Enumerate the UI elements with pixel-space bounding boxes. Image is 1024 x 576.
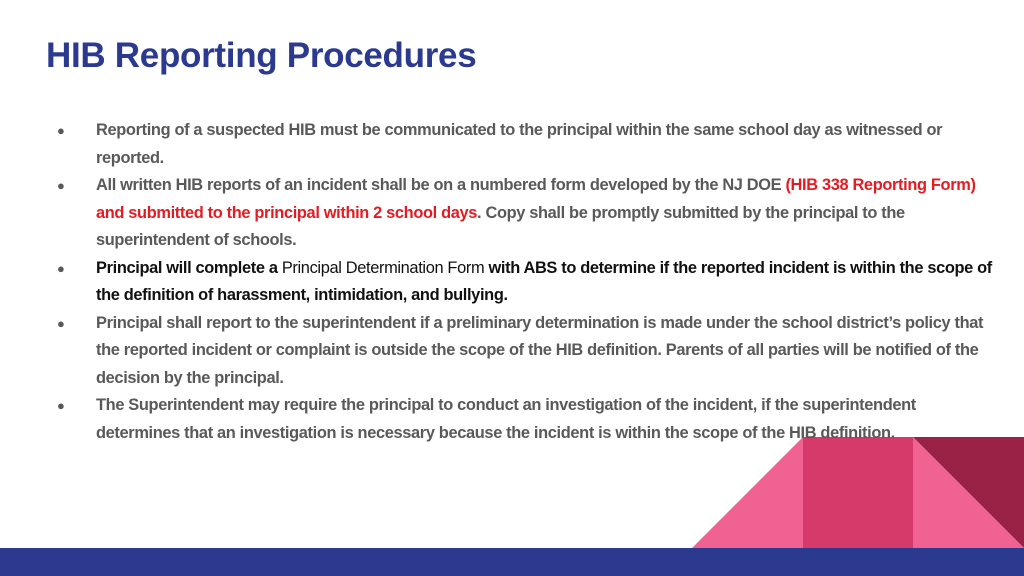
bullet-text: The Superintendent may require the principal to conduct an investigation of the incident, if the superintendent determines that an investigation is necessary because the incident is within the scope of the HIB definition.	[96, 396, 916, 442]
bullet-text: Principal shall report to the superintendent if a preliminary determination is made under the school district’s policy that the reported incident or complaint is outside the scope of the HIB definition. Parents of all parties will be notified of the decision by the principal.	[96, 313, 984, 387]
bullet-list	[48, 117, 993, 447]
bullet-item-5	[48, 392, 993, 447]
bullet-text: All written HIB reports of an incident shall be on a numbered form developed by the NJ DOE	[96, 176, 786, 194]
pink-triangle-left	[692, 437, 803, 548]
bullet-dot-icon: ●	[57, 315, 65, 331]
bullet-text: with ABS to determine if the reported incident is within the scope of the definition of harassment, intimidation, and bullying.	[96, 258, 992, 304]
bullet-dot-icon: ●	[57, 178, 65, 193]
bullet-item-4	[48, 310, 993, 393]
bullet-text: Reporting of a suspected HIB must be communicated to the principal within the same school day as witnessed or reported.	[96, 121, 943, 167]
bullet-item-1	[48, 117, 993, 172]
bullet-text-form-name: Principal Determination Form	[281, 258, 485, 277]
slide-title: HIB Reporting Procedures	[46, 36, 477, 75]
bullet-item-2	[48, 172, 993, 255]
bullet-dot-icon: ●	[57, 123, 65, 138]
bullet-dot-icon: ●	[57, 260, 65, 276]
pink-block-center	[803, 437, 913, 548]
bullet-dot-icon: ●	[57, 398, 65, 413]
bullet-text: Principal will complete a	[96, 258, 282, 277]
bullet-item-3	[48, 255, 993, 310]
bullet-text-highlight: (HIB 338 Reporting Form) and submitted to the principal within 2 school days	[96, 176, 976, 222]
bullet-text: . Copy shall be promptly submitted by the principal to the superintendent of schools.	[96, 203, 905, 249]
footer-bar	[0, 548, 1024, 576]
